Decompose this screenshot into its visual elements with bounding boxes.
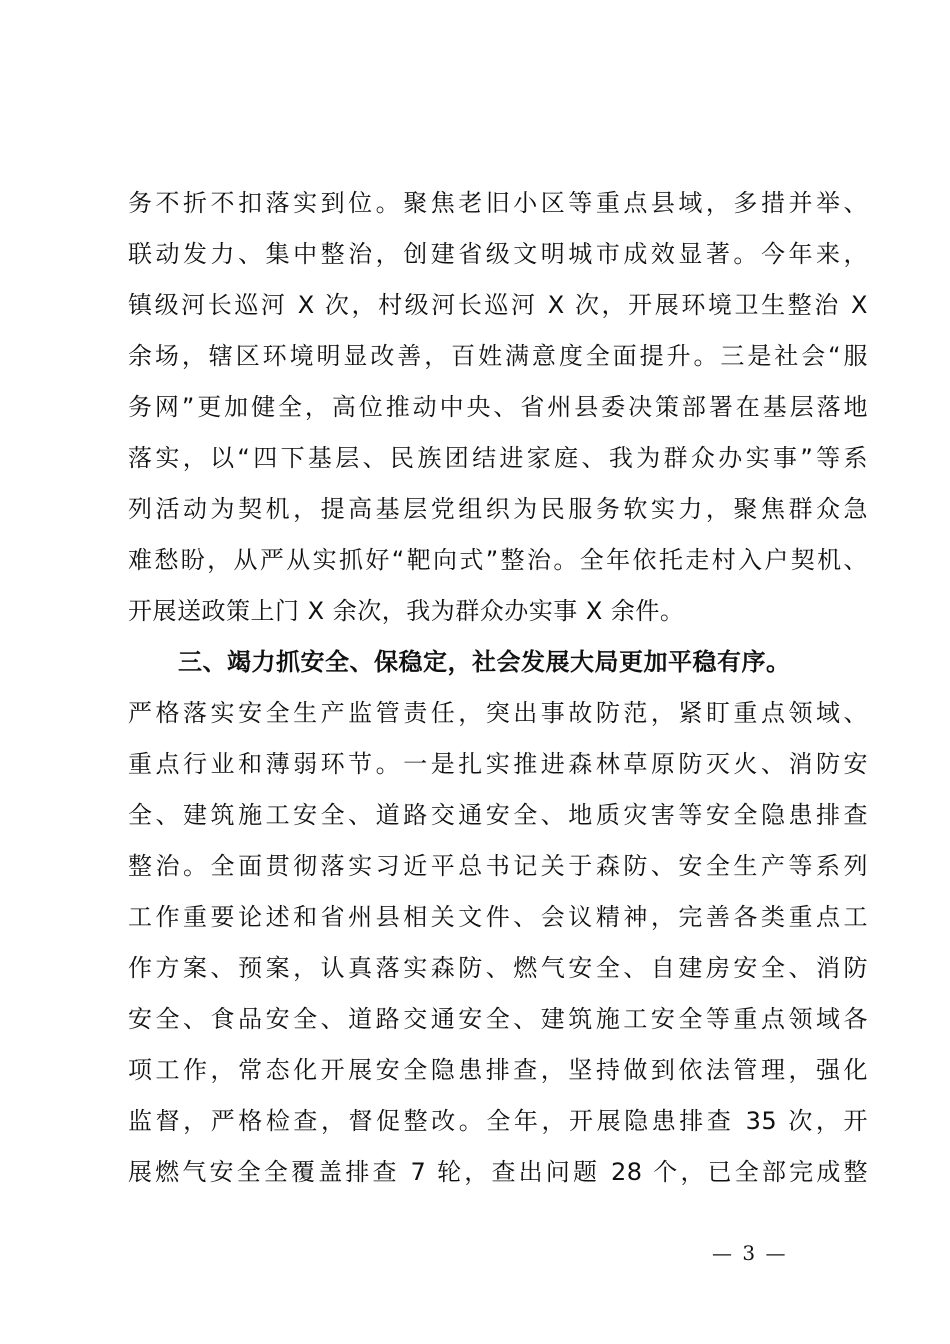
text-line: 联动发力、集中整治，创建省级文明城市成效显著。今年来， [128, 240, 868, 268]
text-line: 监督，严格检查，督促整改。全年，开展隐患排查 35 次，开 [128, 1107, 868, 1135]
text-line: 严格落实安全生产监管责任，突出事故防范，紧盯重点领域、 [128, 699, 868, 727]
section-heading: 三、竭力抓安全、保稳定，社会发展大局更加平稳有序。 [178, 648, 791, 676]
text-line: 作方案、预案，认真落实森防、燃气安全、自建房安全、消防 [128, 954, 868, 982]
text-line: 务不折不扣落实到位。聚焦老旧小区等重点县域，多措并举、 [128, 189, 868, 217]
body-text [128, 178, 868, 1198]
text-line: 镇级河长巡河 X 次，村级河长巡河 X 次，开展环境卫生整治 X [128, 291, 868, 319]
text-line: 落实，以“四下基层、民族团结进家庭、我为群众办实事”等系 [128, 444, 868, 472]
page-number: — 3 — [712, 1241, 788, 1265]
text-line: 开展送政策上门 X 余次，我为群众办实事 X 余件。 [128, 597, 685, 625]
text-line: 务网”更加健全，高位推动中央、省州县委决策部署在基层落地 [128, 393, 868, 421]
text-line: 余场，辖区环境明显改善，百姓满意度全面提升。三是社会“服 [128, 342, 868, 370]
text-line: 重点行业和薄弱环节。一是扎实推进森林草原防灭火、消防安 [128, 750, 868, 778]
text-line: 难愁盼，从严从实抓好“靶向式”整治。全年依托走村入户契机、 [128, 546, 868, 574]
text-line: 展燃气安全全覆盖排查 7 轮，查出问题 28 个，已全部完成整 [128, 1158, 868, 1186]
text-line: 安全、食品安全、道路交通安全、建筑施工安全等重点领域各 [128, 1005, 868, 1033]
text-line: 整治。全面贯彻落实习近平总书记关于森防、安全生产等系列 [128, 852, 868, 880]
text-line: 列活动为契机，提高基层党组织为民服务软实力，聚焦群众急 [128, 495, 868, 523]
text-line: 项工作，常态化开展安全隐患排查，坚持做到依法管理，强化 [128, 1056, 868, 1084]
text-line: 工作重要论述和省州县相关文件、会议精神，完善各类重点工 [128, 903, 868, 931]
text-line: 全、建筑施工安全、道路交通安全、地质灾害等安全隐患排查 [128, 801, 868, 829]
